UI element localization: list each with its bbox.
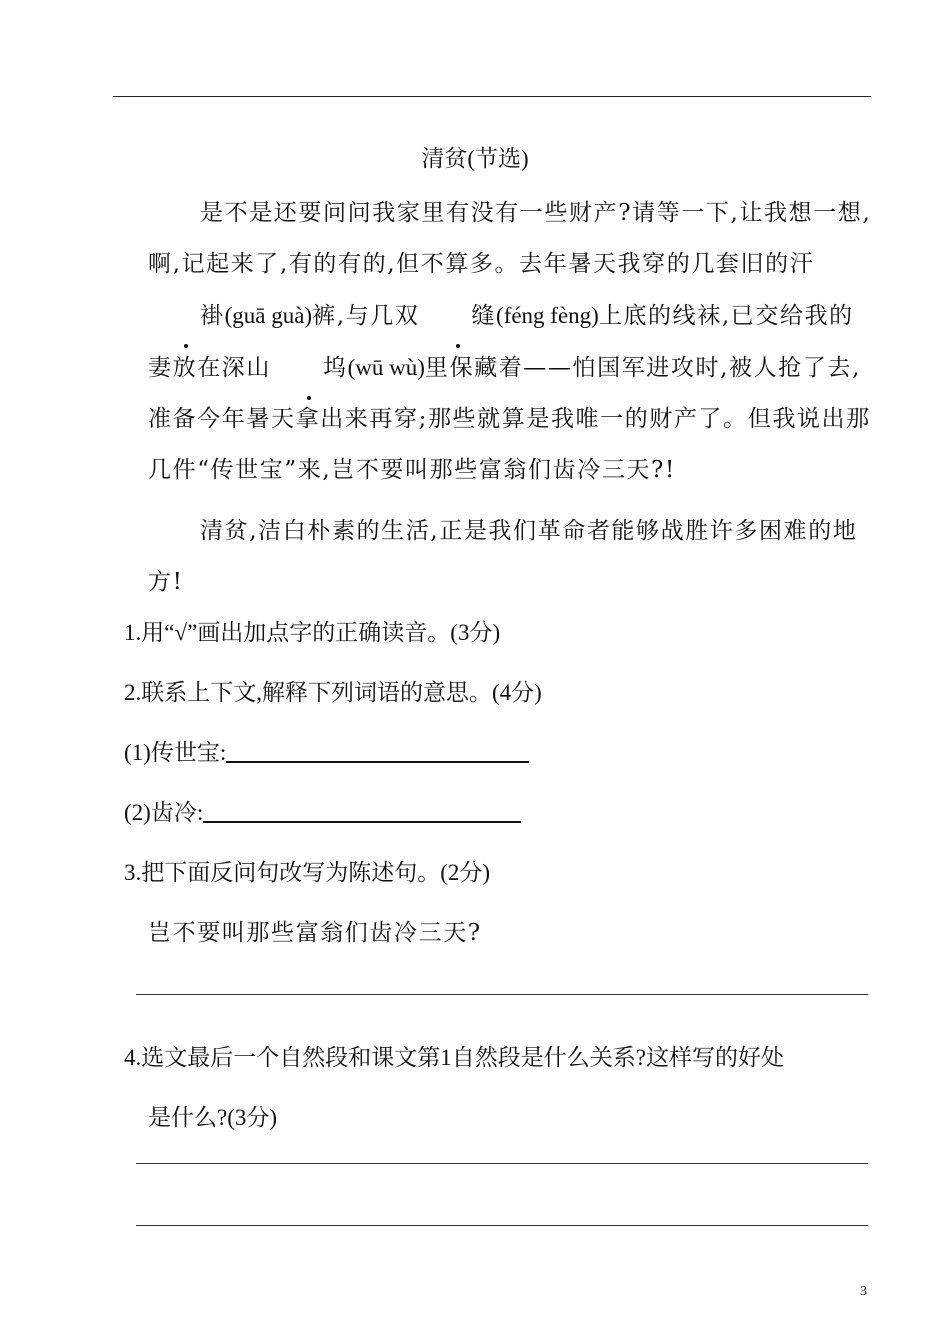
question-2-item-2: [124, 794, 521, 827]
dotted-character: 坞: [271, 343, 348, 394]
question-4: [124, 1028, 876, 1148]
passage-paragraph-1: [148, 188, 874, 496]
paragraph-text: 裤,与几双: [312, 303, 420, 329]
answer-line[interactable]: [136, 1225, 868, 1226]
item-label: (1)传世宝:: [124, 740, 227, 765]
answer-line[interactable]: [136, 994, 868, 995]
question-3: 3.把下面反问句改写为陈述句。(2分): [124, 860, 491, 885]
rhetorical-sentence: 岂不要叫那些富翁们齿冷三天?: [148, 920, 482, 946]
question-2-item-1: [124, 734, 529, 767]
item-label: (2)齿冷:: [124, 800, 204, 825]
dotted-character: 褂: [148, 291, 225, 342]
header-rule: [113, 96, 871, 97]
answer-line[interactable]: [136, 1163, 868, 1164]
question-4-line: 是什么?(3分): [148, 1105, 278, 1130]
paragraph-text: 是不是还要问问我家里有没有一些财产?请等一下,让我想一想,啊,记起来了,有的有的,但不算多。去年暑天我穿的几套旧的汗: [148, 200, 872, 277]
paragraph-text: 里保藏着——怕国军进攻时,被人抢了去,准备今年暑天拿出来再穿;那些就算是我唯一的财产了。但我说出那几件“传世宝”来,岂不要叫那些富翁们齿冷三天?!: [148, 355, 871, 483]
pinyin-options: (féng fèng): [496, 303, 599, 328]
paragraph-text: 上底的线袜,已交给我的妻放在深山: [148, 303, 854, 381]
question-1: 1.用“√”画出加点字的正确读音。(3分): [124, 620, 501, 645]
question-4-line: 4.选文最后一个自然段和课文第1自然段是什么关系?这样写的好处: [124, 1045, 784, 1070]
question-2: 2.联系上下文,解释下列词语的意思。(4分): [124, 680, 542, 705]
answer-blank[interactable]: [203, 820, 521, 823]
passage-paragraph-2: 清贫,洁白朴素的生活,正是我们革命者能够战胜许多困难的地方!: [148, 518, 858, 595]
answer-blank[interactable]: [226, 760, 529, 763]
page-number: 3: [860, 1284, 867, 1299]
pinyin-options: (guā guà): [224, 303, 313, 328]
dotted-character: 缝: [419, 291, 496, 342]
passage-body: [148, 188, 874, 618]
passage-title: 清贫(节选): [421, 146, 529, 171]
pinyin-options: (wū wù): [347, 355, 425, 380]
